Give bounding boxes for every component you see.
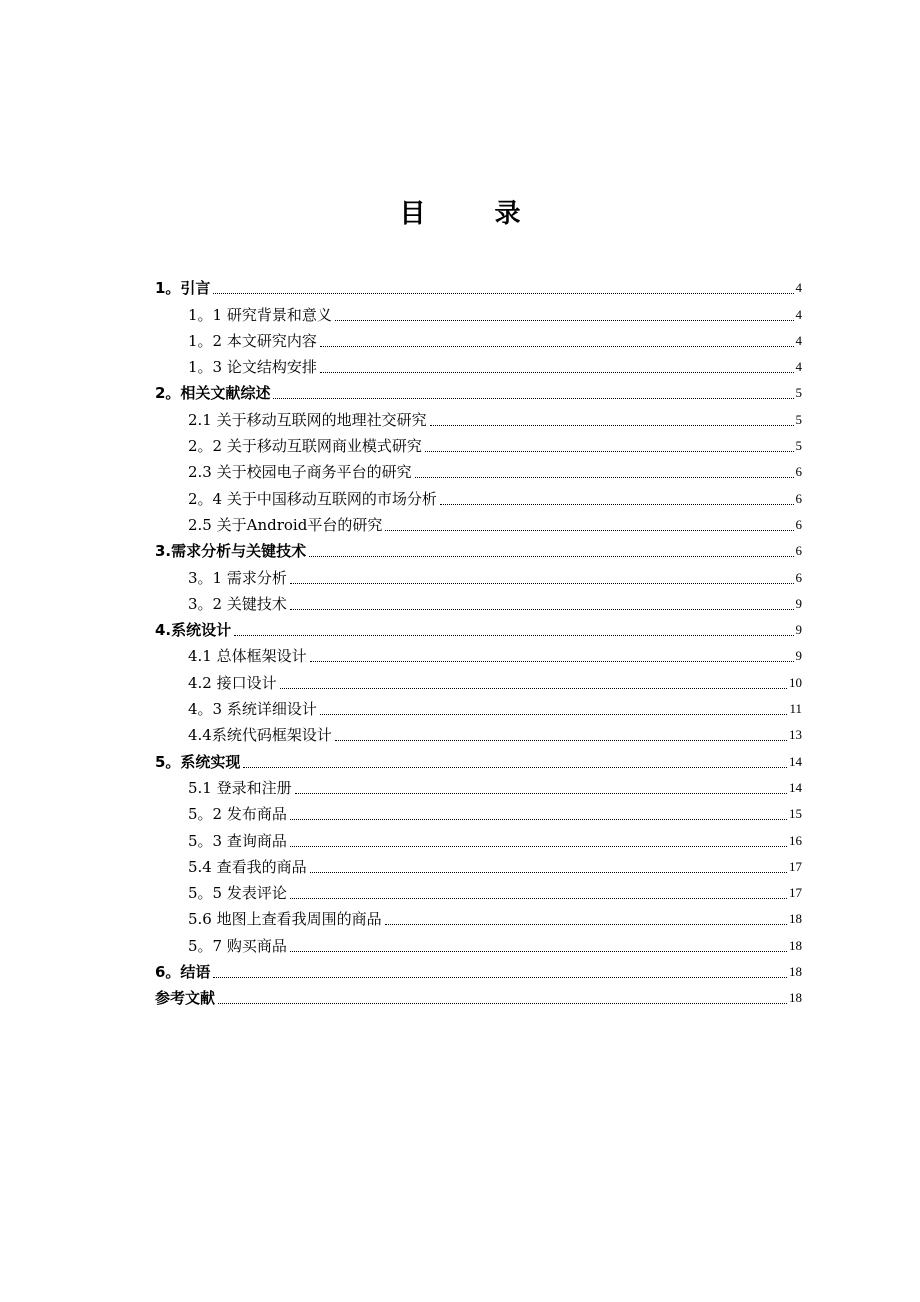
dot-leader	[243, 767, 787, 768]
toc-entry-title: 1。引言	[155, 279, 211, 298]
toc-page-number: 14	[789, 753, 802, 769]
toc-section-entry[interactable]	[155, 640, 802, 666]
dot-leader	[213, 977, 787, 978]
toc-page-number: 6	[795, 516, 802, 532]
toc-entry-title: 1。2 本文研究内容	[188, 331, 317, 350]
toc-entry-title: 4.系统设计	[155, 621, 232, 640]
dot-leader	[309, 556, 793, 557]
toc-entry-title: 5。7 购买商品	[188, 936, 287, 955]
toc-section-entry[interactable]	[155, 325, 802, 351]
toc-entry-title: 4.2 接口设计	[188, 673, 277, 692]
toc-section-entry[interactable]	[155, 430, 802, 456]
toc-section-entry[interactable]	[155, 719, 802, 745]
toc-entry-title: 6。结语	[155, 963, 211, 982]
dot-leader	[290, 819, 787, 820]
toc-page-number: 4	[795, 359, 802, 375]
dot-leader	[290, 583, 794, 584]
toc-page-number: 11	[789, 701, 802, 717]
toc-page-number: 15	[789, 806, 802, 822]
toc-page-number: 4	[795, 306, 802, 322]
dot-leader	[310, 661, 794, 662]
toc-title: 目 录	[399, 199, 551, 229]
toc-section-entry[interactable]	[155, 772, 802, 798]
toc-section-entry[interactable]	[155, 509, 802, 535]
toc-section-entry[interactable]	[155, 561, 802, 587]
dot-leader	[320, 714, 788, 715]
toc-entry-title: 5。2 发布商品	[188, 805, 287, 824]
toc-page-number: 13	[789, 727, 802, 743]
toc-entry-title: 2。4 关于中国移动互联网的市场分析	[188, 489, 437, 508]
toc-entry-title: 2.1 关于移动互联网的地理社交研究	[188, 410, 427, 429]
dot-leader	[430, 425, 794, 426]
toc-entry-title: 5.6 地图上查看我周围的商品	[188, 910, 382, 929]
toc-chapter-entry[interactable]	[155, 272, 802, 298]
dot-leader	[320, 346, 794, 347]
toc-page-number: 10	[789, 674, 802, 690]
dot-leader	[290, 951, 787, 952]
dot-leader	[440, 504, 794, 505]
toc-section-entry[interactable]	[155, 693, 802, 719]
dot-leader	[290, 898, 787, 899]
toc-entry-title: 5。3 查询商品	[188, 831, 287, 850]
dot-leader	[234, 635, 793, 636]
toc-chapter-entry[interactable]	[155, 982, 802, 1008]
toc-section-entry[interactable]	[155, 929, 802, 955]
dot-leader	[385, 530, 793, 531]
toc-page-number: 5	[795, 411, 802, 427]
toc-page-number: 6	[795, 464, 802, 480]
toc-entry-title: 2.3 关于校园电子商务平台的研究	[188, 463, 412, 482]
toc-chapter-entry[interactable]	[155, 745, 802, 771]
toc-page-number: 16	[789, 832, 802, 848]
toc-page-number: 18	[789, 964, 802, 980]
dot-leader	[290, 609, 794, 610]
dot-leader	[310, 872, 787, 873]
toc-entry-title: 3.需求分析与关键技术	[155, 542, 307, 561]
toc-section-entry[interactable]	[155, 298, 802, 324]
toc-entry-title: 3。2 关键技术	[188, 594, 287, 613]
toc-entry-title: 4。3 系统详细设计	[188, 700, 317, 719]
table-of-contents	[155, 272, 802, 1008]
toc-page-number: 6	[795, 490, 802, 506]
toc-page-number: 18	[789, 911, 802, 927]
toc-entry-title: 5。5 发表评论	[188, 884, 287, 903]
toc-chapter-entry[interactable]	[155, 614, 802, 640]
toc-section-entry[interactable]	[155, 482, 802, 508]
dot-leader	[218, 1003, 787, 1004]
toc-page-number: 5	[795, 438, 802, 454]
dot-leader	[213, 293, 793, 294]
toc-page-number: 9	[795, 622, 802, 638]
toc-page-number: 14	[789, 779, 802, 795]
toc-entry-title: 4.4系统代码框架设计	[188, 726, 332, 745]
dot-leader	[320, 372, 794, 373]
toc-entry-title: 1。1 研究背景和意义	[188, 305, 332, 324]
toc-section-entry[interactable]	[155, 851, 802, 877]
toc-page-number: 17	[789, 858, 802, 874]
toc-page-number: 4	[795, 280, 802, 296]
toc-section-entry[interactable]	[155, 798, 802, 824]
toc-chapter-entry[interactable]	[155, 956, 802, 982]
toc-entry-title: 5。系统实现	[155, 752, 241, 771]
toc-page-number: 18	[789, 937, 802, 953]
toc-page-number: 5	[795, 385, 802, 401]
toc-section-entry[interactable]	[155, 903, 802, 929]
toc-page-number: 6	[795, 543, 802, 559]
toc-entry-title: 4.1 总体框架设计	[188, 647, 307, 666]
dot-leader	[295, 793, 787, 794]
toc-section-entry[interactable]	[155, 666, 802, 692]
toc-page-number: 4	[795, 332, 802, 348]
dot-leader	[273, 398, 793, 399]
toc-entry-title: 2。相关文献综述	[155, 384, 271, 403]
dot-leader	[425, 451, 794, 452]
toc-entry-title: 3。1 需求分析	[188, 568, 287, 587]
toc-chapter-entry[interactable]	[155, 377, 802, 403]
dot-leader	[335, 740, 787, 741]
dot-leader	[290, 846, 787, 847]
toc-section-entry[interactable]	[155, 877, 802, 903]
dot-leader	[415, 477, 794, 478]
toc-page-number: 9	[795, 648, 802, 664]
toc-page-number: 6	[795, 569, 802, 585]
toc-page-number: 17	[789, 885, 802, 901]
dot-leader	[385, 924, 787, 925]
toc-page-number: 18	[789, 990, 802, 1006]
toc-section-entry[interactable]	[155, 403, 802, 429]
toc-entry-title: 2。2 关于移动互联网商业模式研究	[188, 437, 422, 456]
toc-entry-title: 5.1 登录和注册	[188, 778, 292, 797]
toc-entry-title: 参考文献	[155, 989, 216, 1008]
toc-chapter-entry[interactable]	[155, 535, 802, 561]
toc-entry-title: 5.4 查看我的商品	[188, 857, 307, 876]
toc-section-entry[interactable]	[155, 824, 802, 850]
toc-entry-title: 2.5 关于Android平台的研究	[188, 515, 383, 534]
toc-section-entry[interactable]	[155, 588, 802, 614]
toc-page-number: 9	[795, 595, 802, 611]
toc-section-entry[interactable]	[155, 456, 802, 482]
dot-leader	[280, 688, 787, 689]
toc-section-entry[interactable]	[155, 351, 802, 377]
dot-leader	[335, 320, 794, 321]
toc-entry-title: 1。3 论文结构安排	[188, 358, 317, 377]
